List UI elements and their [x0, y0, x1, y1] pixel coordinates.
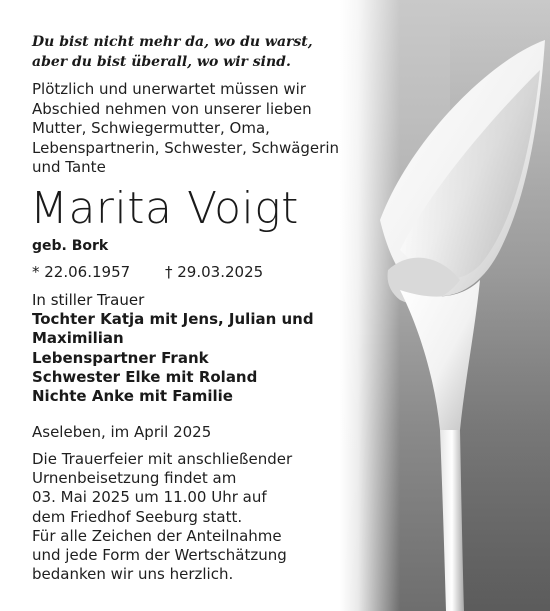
mourners-lead: In stiller Trauer	[32, 291, 145, 309]
mourner-entry: Nichte Anke mit Familie	[32, 387, 233, 406]
birth-date: * 22.06.1957	[32, 263, 131, 281]
service-line: bedanken wir uns herzlich.	[32, 565, 234, 584]
life-dates	[32, 262, 352, 282]
intro-line: Lebenspartnerin, Schwester, Schwägerin	[32, 138, 339, 157]
motto-line: Du bist nicht mehr da, wo du warst,	[32, 34, 313, 50]
place-date: Aseleben, im April 2025	[32, 423, 212, 441]
service-line: Die Trauerfeier mit anschließender	[32, 450, 293, 468]
service-line: Urnenbeisetzung findet am	[32, 469, 237, 488]
service-line: Für alle Zeichen der Anteilnahme	[32, 526, 282, 545]
mourner-entry: Lebenspartner Frank	[32, 348, 209, 367]
birth-name: geb. Bork	[32, 238, 109, 254]
service-line: und jede Form der Wertschätzung	[32, 546, 287, 565]
intro-line: und Tante	[32, 158, 106, 176]
death-date: † 29.03.2025	[165, 263, 264, 281]
mourner-entry: Tochter Katja mit Jens, Julian und	[32, 310, 314, 329]
mourner-entry: Schwester Elke mit Roland	[32, 367, 258, 386]
intro-text	[32, 80, 362, 178]
calla-lily-icon	[340, 0, 550, 611]
service-line: 03. Mai 2025 um 11.00 Uhr auf	[32, 488, 267, 507]
motto-line: aber du bist überall, wo wir sind.	[32, 54, 291, 70]
intro-line: Abschied nehmen von unserer lieben	[32, 99, 312, 118]
mourners-list	[32, 291, 352, 406]
motto-quote	[32, 32, 342, 72]
service-line: dem Friedhof Seeburg statt.	[32, 507, 243, 526]
intro-line: Mutter, Schwiegermutter, Oma,	[32, 119, 270, 137]
mourner-entry: Maximilian	[32, 329, 124, 348]
intro-line: Plötzlich und unerwartet müssen wir	[32, 80, 306, 98]
deceased-name: Marita Voigt	[30, 183, 299, 234]
calla-lily-photo	[340, 0, 550, 611]
service-info	[32, 450, 352, 584]
